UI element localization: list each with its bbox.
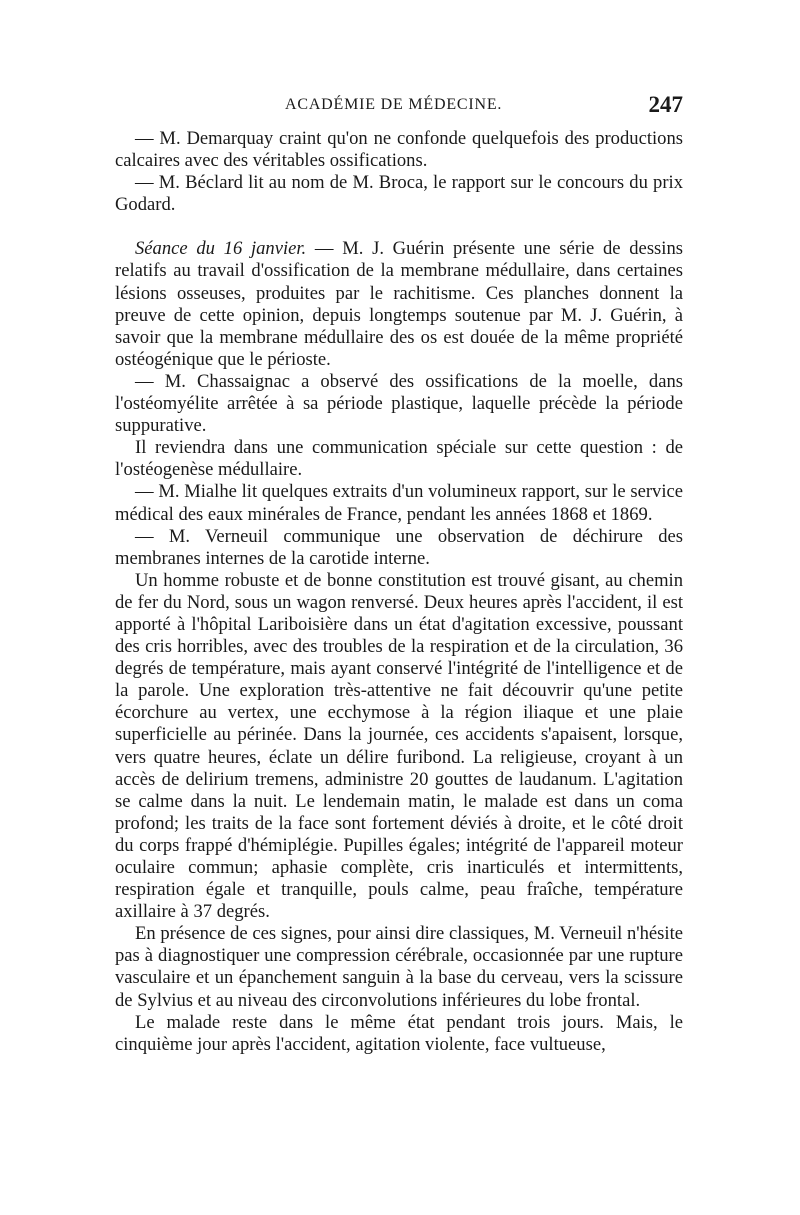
paragraph-text: M. J. Guérin présente une série de dessins relatifs au travail d'ossification de la membrane médullaire, dans certaines lésions osseuses, produites par le rachitisme. Ces planches donnent la preuve de cette opinion, depuis longtemps soutenue par M. J. Guérin, à savoir que la membrane médullaire des os est douée de la même propriété ostéogénique que le périoste. — [115, 238, 683, 370]
paragraph: — M. Chassaignac a observé des ossifications de la moelle, dans l'ostéomyélite arrêtée à sa période plastique, laquelle précède la période suppurative. — [115, 370, 683, 437]
paragraph: — M. Béclard lit au nom de M. Broca, le rapport sur le concours du prix Godard. — [115, 172, 683, 216]
page-number: 247 — [648, 92, 683, 117]
paragraph: Il reviendra dans une communication spéciale sur cette question : de l'ostéogenèse médullaire. — [115, 437, 683, 481]
paragraph: — M. Demarquay craint qu'on ne confonde quelquefois des productions calcaires avec des véritables ossifications. — [115, 128, 683, 172]
body-text — [115, 128, 683, 1056]
running-header — [115, 92, 683, 118]
paragraph: Un homme robuste et de bonne constitution est trouvé gisant, au chemin de fer du Nord, sous un wagon renversé. Deux heures après l'accident, il est apporté à l'hôpital Lariboisière dans un état d'agitation excessive, poussant des cris horribles, avec des troubles de la respiration et de la circulation, 36 degrés de température, mais ayant conservé l'intégrité de l'intelligence et de la parole. Une exploration très-attentive ne fait découvrir qu'une petite écorchure au vertex, une ecchymose à la région iliaque et une plaie superficielle au périnée. Dans la journée, ces accidents s'apaisent, lorsque, vers quatre heures, éclate un délire furibond. La religieuse, croyant à un accès de delirium tremens, administre 20 gouttes de laudanum. L'agitation se calme dans la nuit. Le lendemain matin, le malade est dans un coma profond; les traits de la face sont fortement déviés à droite, et le côté droit du corps frappé d'hémiplégie. Pupilles égales; intégrité de l'appareil moteur oculaire commun; aphasie complète, cris inarticulés et intermittents, respiration égale et tranquille, pouls calme, peau fraîche, température axillaire à 37 degrés. — [115, 569, 683, 923]
paragraph: Le malade reste dans le même état pendant trois jours. Mais, le cinquième jour après l'accident, agitation violente, face vultueuse, — [115, 1011, 683, 1055]
paragraph: En présence de ces signes, pour ainsi dire classiques, M. Verneuil n'hésite pas à diagnostiquer une compression cérébrale, occasionnée par une rupture vasculaire et un épanchement sanguin à la base du cerveau, vers la scissure de Sylvius et au niveau des circonvolutions inférieures du lobe frontal. — [115, 923, 683, 1011]
session-date: Séance du 16 janvier. — [135, 238, 307, 260]
paragraph: — M. Mialhe lit quelques extraits d'un volumineux rapport, sur le service médical des eaux minérales de France, pendant les années 1868 et 1869. — [115, 481, 683, 525]
session-paragraph — [115, 238, 683, 371]
paragraph: — M. Verneuil communique une observation de déchirure des membranes internes de la carotide interne. — [115, 525, 683, 569]
session-dash: — — [306, 238, 343, 260]
header-title: ACADÉMIE DE MÉDECINE. — [285, 96, 503, 113]
